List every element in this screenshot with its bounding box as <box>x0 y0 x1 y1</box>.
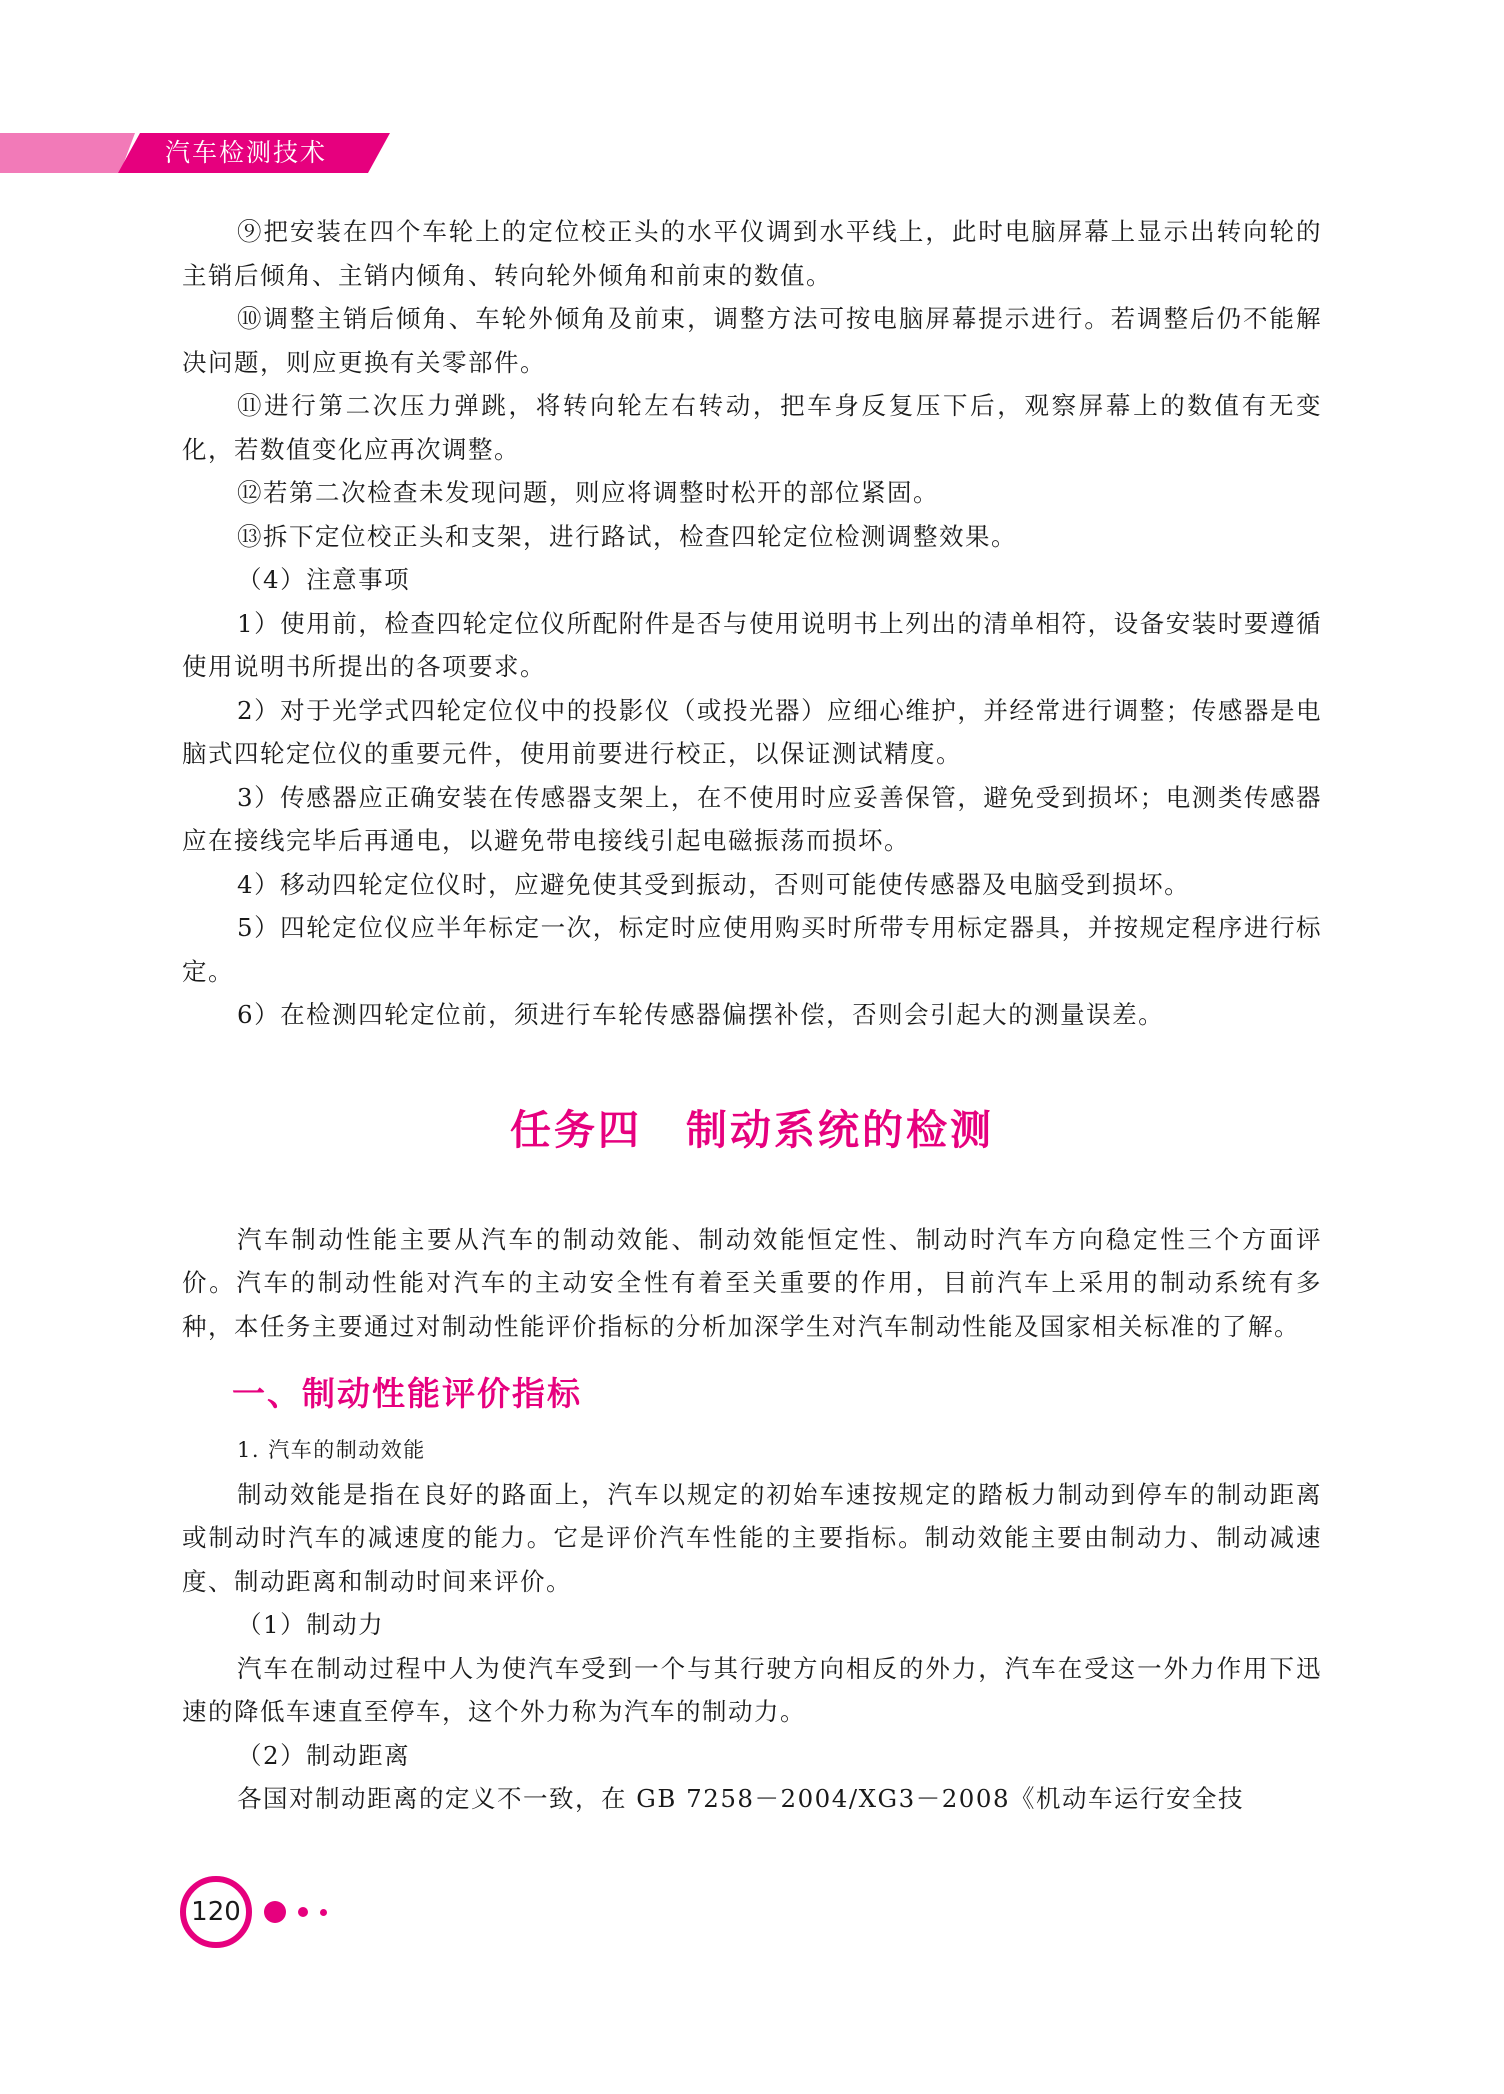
page-number: 120 <box>191 1897 241 1927</box>
task-title <box>182 1097 1322 1156</box>
note-3: 3）传感器应正确安装在传感器支架上，在不使用时应妥善保管，避免受到损坏；电测类传感器应在接线完毕后再通电，以避免带电接线引起电磁振荡而损坏。 <box>182 782 1322 855</box>
notes-heading: （4）注意事项 <box>237 565 411 594</box>
task-name: 制动系统的检测 <box>686 1105 994 1154</box>
subsection-heading: 1. 汽车的制动效能 <box>237 1438 426 1462</box>
decor-dot-small <box>320 1909 327 1916</box>
decor-dot-large <box>264 1901 286 1923</box>
braking-distance-heading: （2）制动距离 <box>237 1740 411 1770</box>
step-9: ⑨把安装在四个车轮上的定位校正头的水平仪调到水平线上，此时电脑屏幕上显示出转向轮的主销后倾角、主销内倾角、转向轮外倾角和前束的数值。 <box>182 217 1322 290</box>
note-4: 4）移动四轮定位仪时，应避免使其受到振动，否则可能使传感器及电脑受到损坏。 <box>237 869 1191 899</box>
note-6: 6）在检测四轮定位前，须进行车轮传感器偏摆补偿，否则会引起大的测量误差。 <box>237 1000 1165 1029</box>
task-intro: 汽车制动性能主要从汽车的制动效能、制动效能恒定性、制动时汽车方向稳定性三个方面评价。汽车的制动性能对汽车的主动安全性有着至关重要的作用，目前汽车上采用的制动系统有多种，本任务主要通过对制动性能评价指标的分析加深学生对汽车制动性能及国家相关标准的了解。 <box>182 1224 1322 1341</box>
task-label: 任务四 <box>510 1105 642 1154</box>
step-12: ⑫若第二次检查未发现问题，则应将调整时松开的部位紧固。 <box>237 478 939 507</box>
note-5: 5）四轮定位仪应半年标定一次，标定时应使用购买时所带专用标定器具，并按规定程序进行标定。 <box>182 913 1322 986</box>
note-1: 1）使用前，检查四轮定位仪所配附件是否与使用说明书上列出的清单相符，设备安装时要遵循使用说明书所提出的各项要求。 <box>182 608 1322 681</box>
step-13: ⑬拆下定位校正头和支架，进行路试，检查四轮定位检测调整效果。 <box>237 521 1017 551</box>
step-11: ⑪进行第二次压力弹跳，将转向轮左右转动，把车身反复压下后，观察屏幕上的数值有无变化，若数值变化应再次调整。 <box>182 391 1322 464</box>
step-10: ⑩调整主销后倾角、车轮外倾角及前束，调整方法可按电脑屏幕提示进行。若调整后仍不能解决问题，则应更换有关零部件。 <box>182 304 1322 377</box>
note-2: 2）对于光学式四轮定位仪中的投影仪（或投光器）应细心维护，并经常进行调整；传感器是电脑式四轮定位仪的重要元件，使用前要进行校正，以保证测试精度。 <box>182 695 1322 768</box>
page-content <box>182 210 1322 1821</box>
header-title: 汽车检测技术 <box>165 138 328 167</box>
braking-force-heading: （1）制动力 <box>237 1610 385 1639</box>
braking-force-text: 汽车在制动过程中人为使汽车受到一个与其行驶方向相反的外力，汽车在受这一外力作用下迅速的降低车速直至停车，这个外力称为汽车的制动力。 <box>182 1653 1322 1726</box>
braking-distance-text: 各国对制动距离的定义不一致，在 GB 7258－2004/XG3－2008《机动车运行安全技 <box>237 1784 1245 1813</box>
braking-efficiency-text: 制动效能是指在良好的路面上，汽车以规定的初始车速按规定的踏板力制动到停车的制动距离或制动时汽车的减速度的能力。它是评价汽车性能的主要指标。制动效能主要由制动力、制动减速度、制动距离和制动时间来评价。 <box>182 1479 1322 1596</box>
decor-dot-medium <box>298 1907 308 1917</box>
section-heading: 一、制动性能评价指标 <box>232 1374 582 1413</box>
page-footer <box>180 1876 380 1952</box>
